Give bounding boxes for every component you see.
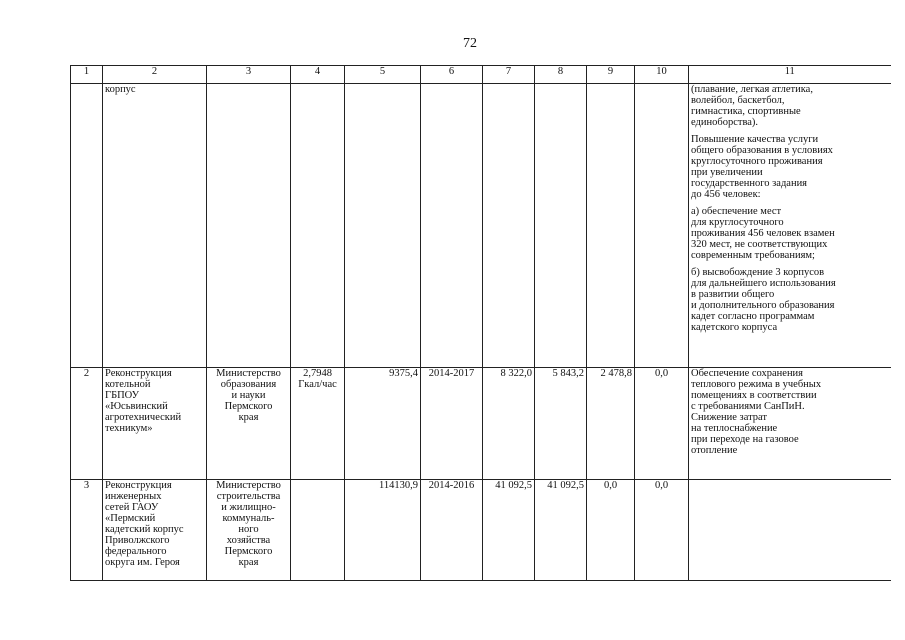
column-number: 8 xyxy=(535,66,587,84)
row-number: 3 xyxy=(71,480,103,581)
col7-cell xyxy=(483,84,535,368)
object-name: корпус xyxy=(105,84,136,95)
result-paragraph: а) обеспечение мест для круглосуточного проживания 456 человек взамен 320 мест, не соответствующих современным требованиям; xyxy=(691,206,835,261)
ministry: Министерство образования и науки Пермского края xyxy=(207,368,291,480)
object-name-cell xyxy=(103,84,207,368)
col8-value: 41 092,5 xyxy=(535,480,587,581)
col10-cell xyxy=(635,84,689,368)
capacity: 2,7948 Гкал/час xyxy=(291,368,345,480)
result xyxy=(689,480,891,581)
column-number: 2 xyxy=(103,66,207,84)
col7-value: 8 322,0 xyxy=(483,368,535,480)
page-number: 72 xyxy=(463,36,477,51)
column-number: 6 xyxy=(421,66,483,84)
result-cell xyxy=(689,84,891,368)
ministry-cell xyxy=(207,84,291,368)
row-number: 2 xyxy=(71,368,103,480)
col8-value: 5 843,2 xyxy=(535,368,587,480)
column-number: 1 xyxy=(71,66,103,84)
table-row xyxy=(71,368,891,480)
investment-table xyxy=(70,65,891,581)
period-cell xyxy=(421,84,483,368)
col9-value: 0,0 xyxy=(587,480,635,581)
column-number: 9 xyxy=(587,66,635,84)
result-paragraph: б) высвобождение 3 корпусов для дальнейшего использования в развитии общего и дополнительного образования кадет согласно программам кадетского корпуса xyxy=(691,267,836,333)
result-paragraph: Повышение качества услуги общего образования в условиях круглосуточного проживания при увеличении государственного задания до 456 человек: xyxy=(691,134,833,200)
row-number-cell xyxy=(71,84,103,368)
col10-value: 0,0 xyxy=(635,480,689,581)
ministry: Министерство строительства и жилищно- коммуналь- ного хозяйства Пермского края xyxy=(207,480,291,581)
col8-cell xyxy=(535,84,587,368)
capacity-cell xyxy=(291,84,345,368)
result-paragraph: (плавание, легкая атлетика, волейбол, баскетбол, гимнастика, спортивные единоборства). xyxy=(691,84,813,128)
cost-cell xyxy=(345,84,421,368)
column-number: 5 xyxy=(345,66,421,84)
column-number: 10 xyxy=(635,66,689,84)
cost: 114130,9 xyxy=(345,480,421,581)
table-row-continuation xyxy=(71,84,891,368)
column-number: 7 xyxy=(483,66,535,84)
column-number: 3 xyxy=(207,66,291,84)
result: Обеспечение сохранения теплового режима в учебных помещениях в соответствии с требованиями СанПиН. Снижение затрат на теплоснабжение при переходе на газовое отопление xyxy=(689,368,891,480)
table-row xyxy=(71,480,891,581)
column-number: 4 xyxy=(291,66,345,84)
column-number-row xyxy=(71,66,891,84)
period: 2014-2016 xyxy=(421,480,483,581)
col9-cell xyxy=(587,84,635,368)
col9-value: 2 478,8 xyxy=(587,368,635,480)
column-number: 11 xyxy=(689,66,891,84)
col7-value: 41 092,5 xyxy=(483,480,535,581)
cost: 9375,4 xyxy=(345,368,421,480)
object-name: Реконструкция котельной ГБПОУ «Юсьвинский агротехнический техникум» xyxy=(103,368,207,480)
period: 2014-2017 xyxy=(421,368,483,480)
col10-value: 0,0 xyxy=(635,368,689,480)
object-name: Реконструкция инженерных сетей ГАОУ «Пермский кадетский корпус Приволжского федерального округа им. Героя xyxy=(103,480,207,581)
capacity xyxy=(291,480,345,581)
